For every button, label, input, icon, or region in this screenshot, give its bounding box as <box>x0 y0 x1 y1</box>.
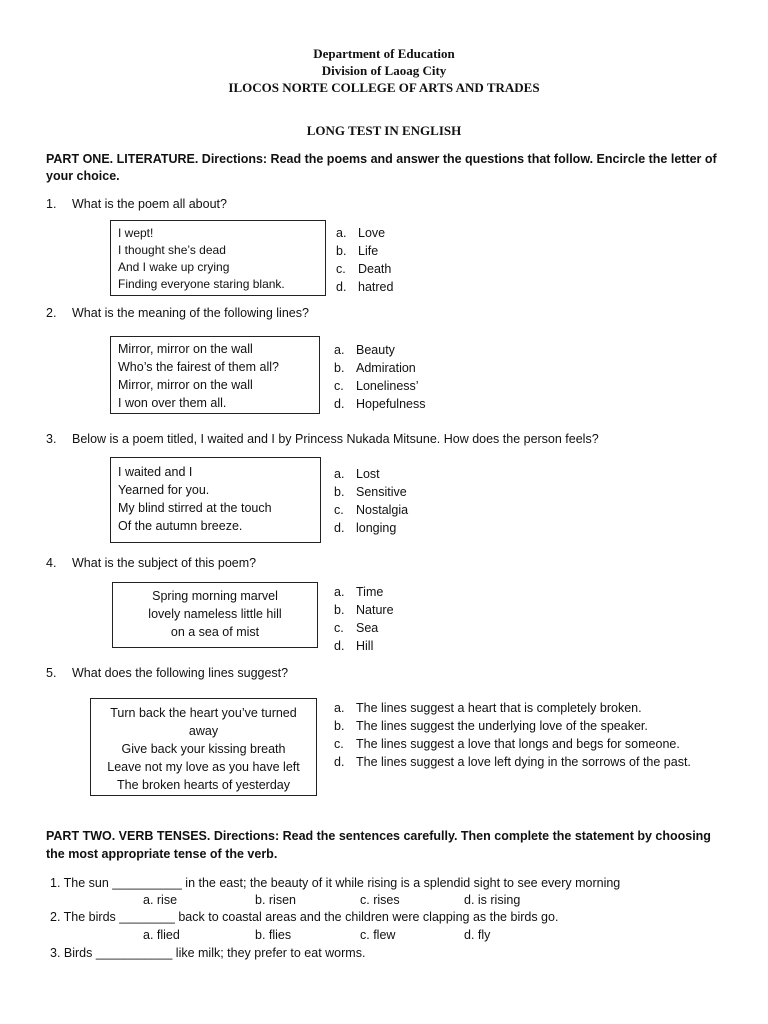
options-4 <box>334 583 394 655</box>
question-text: What does the following lines suggest? <box>72 666 289 680</box>
choice-d[interactable]: d. fly <box>464 928 491 942</box>
option-a[interactable]: a. Time <box>334 585 384 599</box>
option-d[interactable]: d. hatred <box>336 280 394 294</box>
poem-line: Who’s the fairest of them all? <box>118 360 279 374</box>
question-1 <box>46 196 227 213</box>
poem-box-4 <box>112 582 318 648</box>
question-2 <box>46 305 309 322</box>
choice-d[interactable]: d. is rising <box>464 893 521 907</box>
choice-a[interactable]: a. flied <box>143 928 180 942</box>
poem-line: I wept! <box>118 226 154 240</box>
division-line: Division of Laoag City <box>321 63 447 78</box>
poem-line: Of the autumn breeze. <box>118 519 243 533</box>
poem-box-3 <box>110 457 321 543</box>
poem-line: Give back your kissing breath <box>121 742 286 756</box>
question-number: 3. <box>46 432 57 446</box>
question-number: 4. <box>46 556 57 570</box>
question-3 <box>46 431 599 448</box>
question-text: What is the poem all about? <box>72 197 227 211</box>
option-c[interactable]: c. The lines suggest a love that longs and begs for someone. <box>334 737 680 751</box>
poem-line: Yearned for you. <box>118 483 210 497</box>
question-5 <box>46 665 288 682</box>
option-d[interactable]: d. Hill <box>334 639 374 653</box>
poem-box-5 <box>90 698 317 796</box>
option-b[interactable]: b. The lines suggest the underlying love of the speaker. <box>334 719 648 733</box>
poem-line: I won over them all. <box>118 396 227 410</box>
poem-line: Leave not my love as you have left <box>107 760 300 774</box>
option-a[interactable]: a. Beauty <box>334 343 395 357</box>
question-4 <box>46 555 256 572</box>
part-two-heading-line2: the most appropriate tense of the verb. <box>46 847 278 861</box>
choice-b[interactable]: b. flies <box>255 928 292 942</box>
poem-line: away <box>188 724 219 738</box>
verb-item-3: 3. Birds ___________ like milk; they prefer to eat worms. <box>50 946 366 960</box>
option-d[interactable]: d. The lines suggest a love left dying in the sorrows of the past. <box>334 755 691 769</box>
question-text: What is the subject of this poem? <box>72 556 257 570</box>
verb-item-1: 1. The sun __________ in the east; the beauty of it while rising is a splendid sight to see every morning <box>50 876 621 890</box>
poem-line: My blind stirred at the touch <box>118 501 272 515</box>
options-1 <box>336 224 393 296</box>
verb-item-2: 2. The birds ________ back to coastal areas and the children were clapping as the birds go. <box>50 910 559 924</box>
option-c[interactable]: c. Sea <box>334 621 379 635</box>
option-d[interactable]: d. Hopefulness <box>334 397 426 411</box>
options-2 <box>334 341 426 413</box>
choice-a[interactable]: a. rise <box>143 893 178 907</box>
question-text: Below is a poem titled, I waited and I by Princess Nukada Mitsune. How does the person feels? <box>72 432 599 446</box>
poem-line: I waited and I <box>118 465 193 479</box>
poem-line: lovely nameless little hill <box>148 607 282 621</box>
poem-line: Mirror, mirror on the wall <box>118 378 253 392</box>
choice-c[interactable]: c. rises <box>360 893 400 907</box>
poem-line: on a sea of mist <box>170 625 260 639</box>
option-a[interactable]: a. Lost <box>334 467 380 481</box>
option-c[interactable]: c. Loneliness’ <box>334 379 419 393</box>
option-a[interactable]: a. The lines suggest a heart that is completely broken. <box>334 701 642 715</box>
poem-line: The broken hearts of yesterday <box>116 778 290 792</box>
part-two-heading-line1: PART TWO. VERB TENSES. Directions: Read the sentences carefully. Then complete the statement by choosing <box>46 829 711 843</box>
choice-c[interactable]: c. flew <box>360 928 396 942</box>
poem-line: Turn back the heart you’ve turned <box>110 706 297 720</box>
option-b[interactable]: b. Sensitive <box>334 485 407 499</box>
department-line: Department of Education <box>313 46 455 61</box>
options-3 <box>334 465 408 537</box>
question-text: What is the meaning of the following lines? <box>72 306 309 320</box>
poem-box-1 <box>110 220 326 296</box>
poem-line: Finding everyone staring blank. <box>118 277 285 291</box>
option-c[interactable]: c. Nostalgia <box>334 503 409 517</box>
part-one-heading-line2: your choice. <box>46 169 120 183</box>
poem-box-2 <box>110 336 320 414</box>
test-title: LONG TEST IN ENGLISH <box>306 123 462 138</box>
poem-line: I thought she’s dead <box>118 243 226 257</box>
option-b[interactable]: b. Admiration <box>334 361 416 375</box>
school-line: ILOCOS NORTE COLLEGE OF ARTS AND TRADES <box>228 80 540 95</box>
option-a[interactable]: a. Love <box>336 226 386 240</box>
poem-line: Mirror, mirror on the wall <box>118 342 253 356</box>
option-c[interactable]: c. Death <box>336 262 392 276</box>
option-b[interactable]: b. Life <box>336 244 379 258</box>
choice-b[interactable]: b. risen <box>255 893 296 907</box>
question-number: 1. <box>46 197 57 211</box>
question-number: 2. <box>46 306 57 320</box>
option-b[interactable]: b. Nature <box>334 603 394 617</box>
poem-line: Spring morning marvel <box>152 589 278 603</box>
options-5 <box>334 699 691 771</box>
poem-line: And I wake up crying <box>118 260 230 274</box>
option-d[interactable]: d. longing <box>334 521 397 535</box>
part-one-heading-line1: PART ONE. LITERATURE. Directions: Read the poems and answer the questions that follow. Encircle the letter of <box>46 152 717 166</box>
question-number: 5. <box>46 666 57 680</box>
